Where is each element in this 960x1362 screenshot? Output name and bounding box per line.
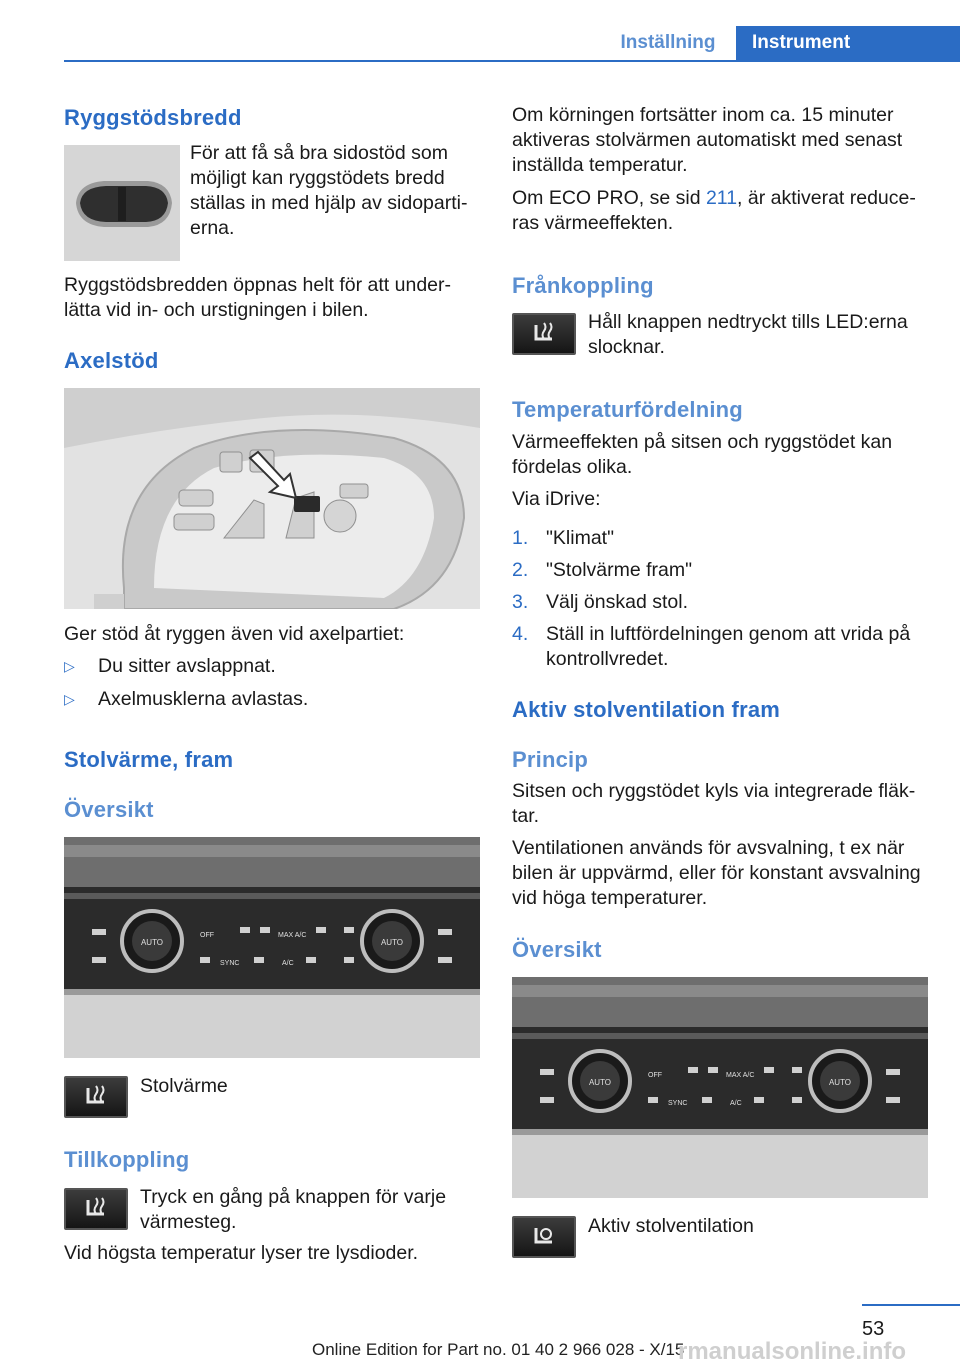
panel-auto-right: AUTO — [380, 938, 404, 947]
heading-temperature-distribution: Temperaturfördelning — [512, 397, 743, 422]
panel-sync: SYNC — [220, 960, 240, 967]
paragraph-max-temp: Vid högsta temperatur lyser tre lysdioder. — [64, 1242, 419, 1264]
panel-ac: A/C — [730, 1100, 742, 1107]
footer-rule — [862, 1304, 960, 1306]
paragraph-shoulder: Ger stöd åt ryggen även vid axelpartiet: — [64, 623, 405, 645]
bullet-triangle-icon: ▷ — [64, 691, 75, 707]
paragraph-eco-pro: Om ECO PRO, se sid 211, är aktiverat reduce-ras värmeeffekten. — [512, 187, 916, 234]
seat-ventilation-button-icon — [512, 1216, 576, 1258]
header-active-tab[interactable]: Instrument — [736, 26, 960, 62]
shoulder-bullet-list — [64, 654, 480, 712]
seat-heating-button-icon — [64, 1076, 128, 1118]
paragraph-principle-1: Sitsen och ryggstödet kyls via integrerade fläk-tar. — [512, 780, 916, 827]
heading-overview-right: Översikt — [512, 937, 602, 962]
heading-principle: Princip — [512, 747, 588, 772]
backrest-switch-image — [64, 145, 180, 261]
footer-edition: Online Edition for Part no. 01 40 2 966 028 - X/15 — [312, 1340, 685, 1359]
climate-panel-image-ventilation — [512, 977, 928, 1198]
page-number: 53 — [862, 1318, 885, 1340]
seat-controls-image — [64, 388, 480, 609]
panel-auto-left: AUTO — [140, 938, 164, 947]
list-item: 1. "Klimat" — [512, 527, 615, 549]
heading-switch-off: Frånkoppling — [512, 273, 654, 298]
climate-panel-image — [64, 837, 480, 1058]
heading-shoulder-support: Axelstöd — [64, 348, 159, 373]
panel-max-ac: MAX A/C — [726, 1072, 755, 1079]
list-item: ▷ Du sitter avslappnat. — [64, 655, 276, 677]
paragraph-backrest-intro: För att få så bra sidostöd som möjligt kan ryggstödets bredd ställas in med hjälp av sidoparti-erna. — [190, 142, 468, 239]
panel-auto-right: AUTO — [828, 1078, 852, 1087]
paragraph-backrest-open: Ryggstödsbredden öppnas helt för att under-lätta vid in- och urstigningen i bilen. — [64, 274, 452, 321]
seat-heating-caption: Stolvärme — [140, 1075, 228, 1097]
paragraph-distribution: Värmeeffekten på sitsen och ryggstödet kan fördelas olika. — [512, 431, 893, 478]
seat-ventilation-caption: Aktiv stolventilation — [588, 1215, 754, 1237]
paragraph-continue-drive: Om körningen fortsätter inom ca. 15 minuter aktiveras stolvärmen automatiskt med senast inställda temperatur. — [512, 104, 903, 176]
header-rule — [64, 60, 960, 62]
panel-auto-left: AUTO — [588, 1078, 612, 1087]
paragraph-switch-off: Håll knappen nedtryckt tills LED:erna slocknar. — [588, 311, 908, 358]
list-item: 3. Välj önskad stol. — [512, 591, 688, 613]
idrive-steps-list — [512, 526, 928, 672]
watermark: rmanualsonline.info — [678, 1338, 907, 1362]
heading-seat-heating: Stolvärme, fram — [64, 747, 234, 772]
panel-off: OFF — [648, 1072, 662, 1079]
page-link-211[interactable]: 211 — [705, 187, 738, 209]
heading-switch-on: Tillkoppling — [64, 1147, 190, 1172]
heading-active-ventilation: Aktiv stolventilation fram — [512, 697, 781, 722]
list-item: ▷ Axelmusklerna avlastas. — [64, 688, 309, 710]
list-item: 2. "Stolvärme fram" — [512, 559, 693, 581]
seat-heating-off-icon — [512, 313, 576, 355]
bullet-triangle-icon: ▷ — [64, 658, 75, 674]
panel-off: OFF — [200, 932, 214, 939]
panel-sync: SYNC — [668, 1100, 688, 1107]
list-item: 4. Ställ in luftfördelningen genom att vrida på kontrollvredet. — [512, 623, 911, 670]
header-section-tab[interactable]: Inställning — [620, 32, 716, 53]
heading-overview-left: Översikt — [64, 797, 154, 822]
panel-max-ac: MAX A/C — [278, 932, 307, 939]
seat-heating-on-icon — [64, 1188, 128, 1230]
paragraph-idrive: Via iDrive: — [512, 488, 601, 510]
paragraph-principle-2: Ventilationen används för avsvalning, t ex när bilen är uppvärmd, eller för konstant avsvalning vid höga temperaturer. — [512, 837, 921, 909]
heading-backrest-width: Ryggstödsbredd — [64, 105, 242, 130]
paragraph-switch-on: Tryck en gång på knappen för varje värmesteg. — [140, 1186, 447, 1233]
panel-ac: A/C — [282, 960, 294, 967]
